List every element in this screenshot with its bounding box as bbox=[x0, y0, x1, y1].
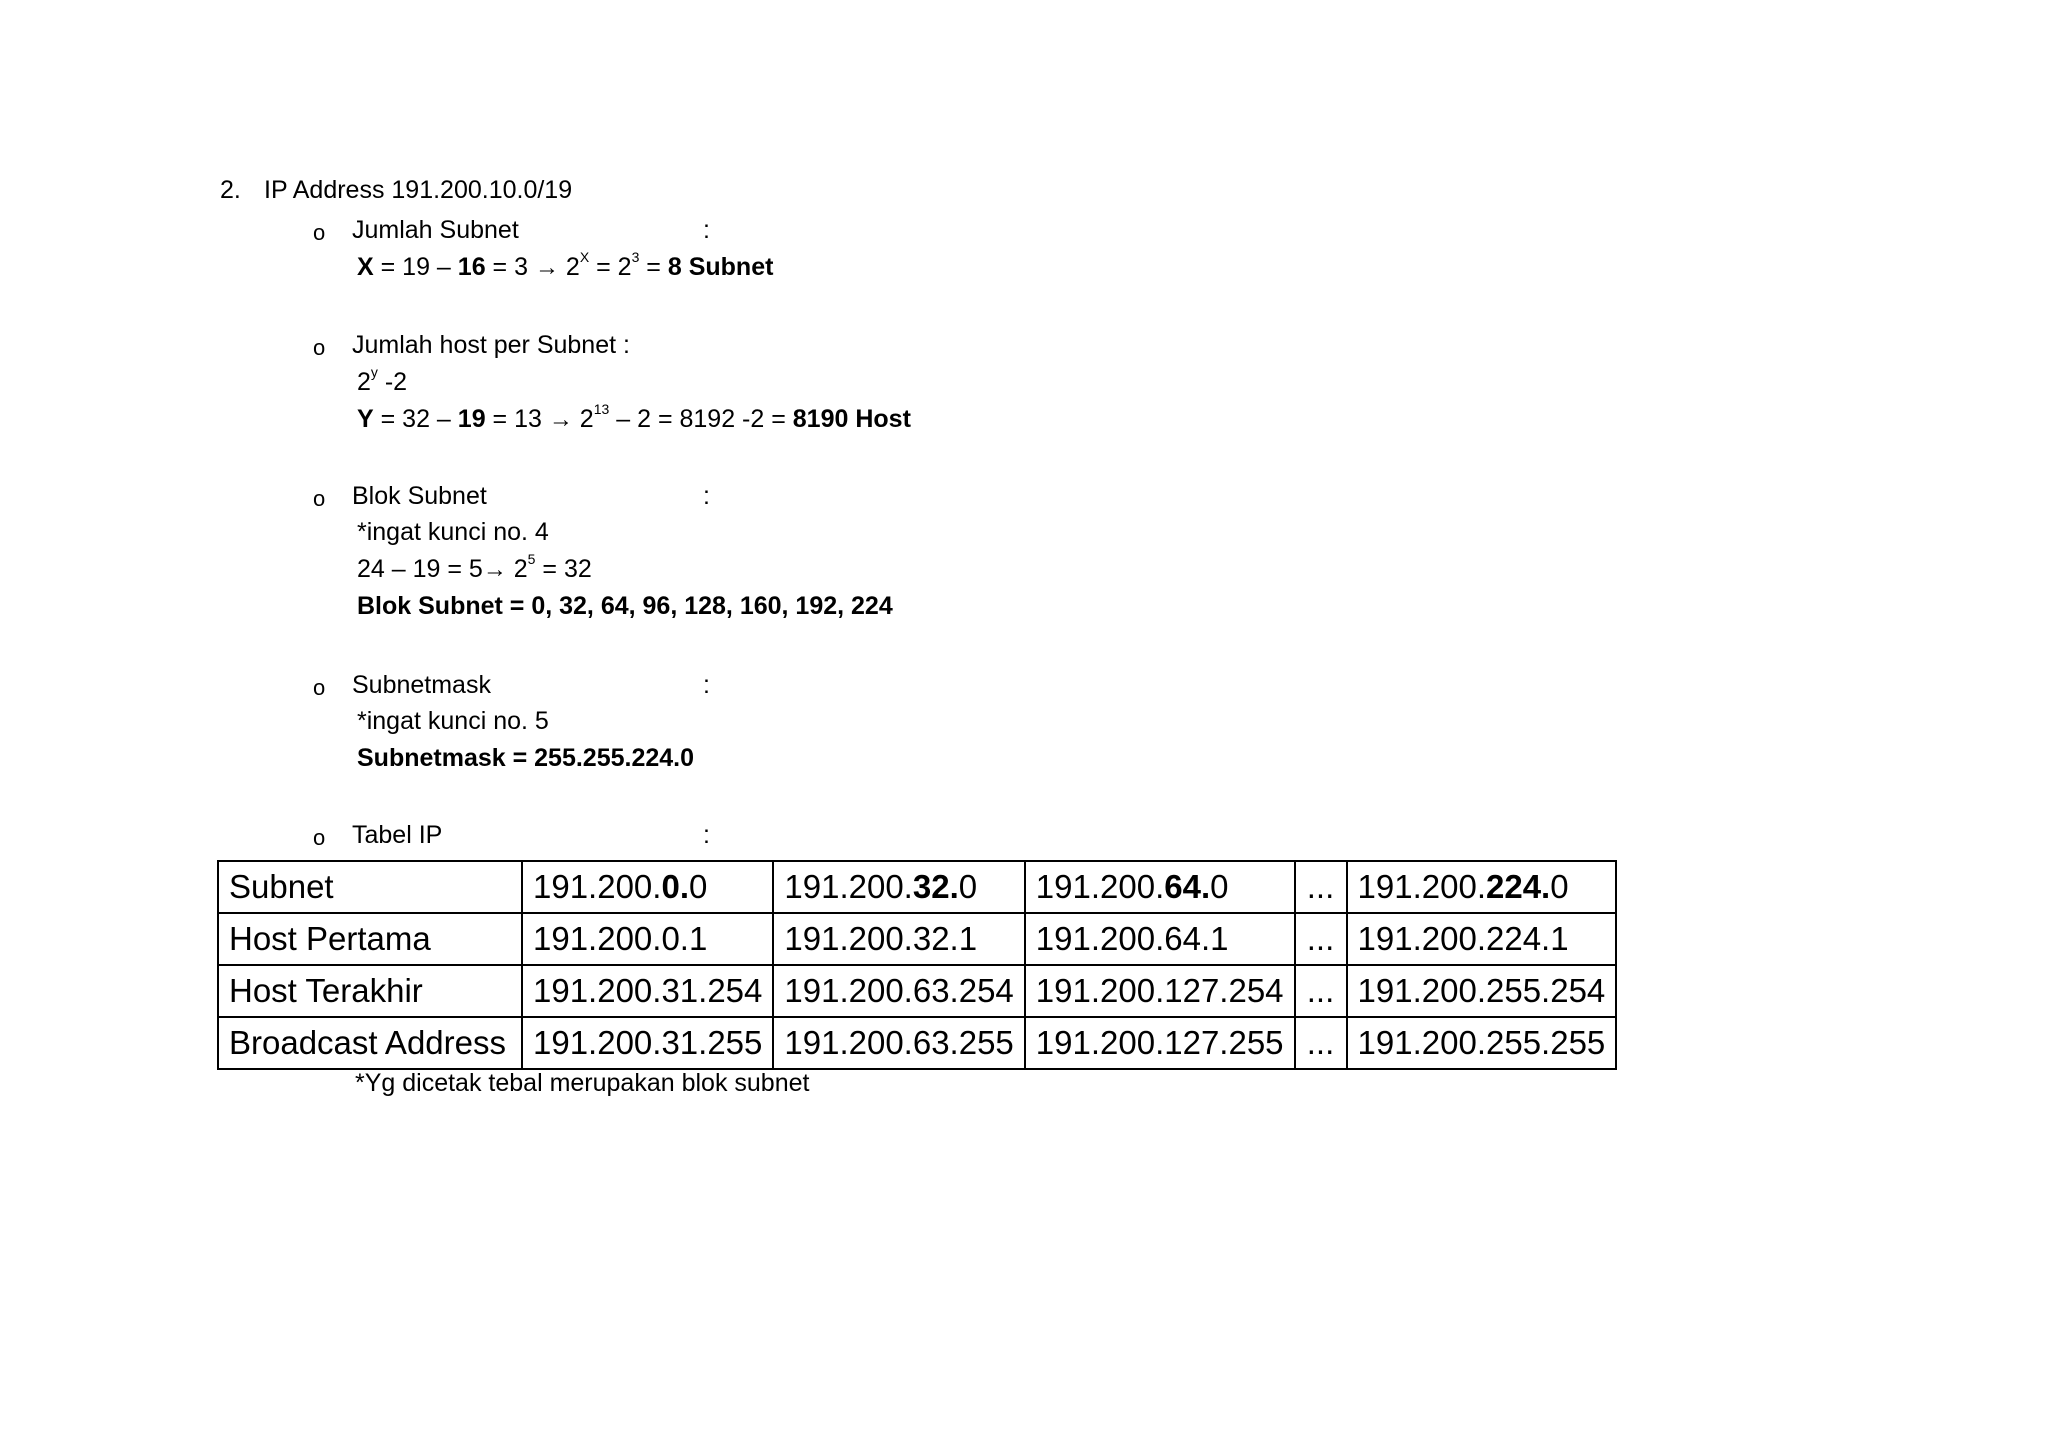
footnote: *Yg dicetak tebal merupakan blok subnet bbox=[355, 1069, 810, 1097]
colon: : bbox=[703, 482, 710, 510]
bullet-icon: o bbox=[313, 825, 326, 850]
heading-text: IP Address 191.200.10.0/19 bbox=[264, 176, 573, 204]
table-cell: 191.200.31.255 bbox=[522, 1017, 773, 1069]
table-cell: 191.200.255.255 bbox=[1347, 1017, 1617, 1069]
table-cell: 191.200.127.255 bbox=[1025, 1017, 1295, 1069]
blok-subnet-note: *ingat kunci no. 4 bbox=[357, 518, 549, 546]
table-cell: ... bbox=[1295, 913, 1347, 965]
subnetmask-label: Subnetmask bbox=[352, 671, 491, 699]
table-cell: ... bbox=[1295, 861, 1347, 913]
arrow-right-icon: → bbox=[548, 406, 573, 433]
jumlah-subnet-calc: $X = 19 - 16 = 3 \to 2^X = 2^3 = 8$ Subnet bbox=[357, 249, 774, 281]
tabel-ip-label: Tabel IP bbox=[352, 821, 443, 849]
table-row bbox=[218, 1017, 1616, 1069]
arrow-right-icon: → bbox=[482, 556, 507, 583]
jumlah-host-calc: $Y = 32 - 19 = 13 \to 2^{13} - 2 = 8192$ -2 = 8190 Host bbox=[357, 401, 911, 433]
table-cell: 191.200.255.254 bbox=[1347, 965, 1617, 1017]
jumlah-host-label: Jumlah host per Subnet : bbox=[352, 331, 630, 359]
row-label: Host Terakhir bbox=[218, 965, 522, 1017]
bullet-icon: o bbox=[313, 335, 326, 360]
bullet-icon: o bbox=[313, 675, 326, 700]
table-cell: 191.200.32.0 bbox=[773, 861, 1024, 913]
table-row bbox=[218, 965, 1616, 1017]
table-cell: 191.200.224.1 bbox=[1347, 913, 1617, 965]
table-cell: 191.200.0.0 bbox=[522, 861, 773, 913]
bullet-icon: o bbox=[313, 486, 326, 511]
colon: : bbox=[703, 821, 710, 849]
row-label: Host Pertama bbox=[218, 913, 522, 965]
bullet-icon: o bbox=[313, 220, 326, 245]
colon: : bbox=[703, 216, 710, 244]
row-label: Subnet bbox=[218, 861, 522, 913]
colon: : bbox=[703, 671, 710, 699]
table-cell: 191.200.63.254 bbox=[773, 965, 1024, 1017]
table-cell: 191.200.64.1 bbox=[1025, 913, 1295, 965]
blok-subnet-result: Blok Subnet = 0, 32, 64, 96, 128, 160, 192, 224 bbox=[357, 592, 893, 620]
blok-subnet-label: Blok Subnet bbox=[352, 482, 487, 510]
table-row bbox=[218, 913, 1616, 965]
table-cell: 191.200.64.0 bbox=[1025, 861, 1295, 913]
ip-table bbox=[217, 860, 1617, 1070]
table-cell: 191.200.224.0 bbox=[1347, 861, 1617, 913]
table-row bbox=[218, 861, 1616, 913]
table-cell: 191.200.31.254 bbox=[522, 965, 773, 1017]
table-cell: 191.200.127.254 bbox=[1025, 965, 1295, 1017]
table-cell: ... bbox=[1295, 1017, 1347, 1069]
table-cell: 191.200.32.1 bbox=[773, 913, 1024, 965]
jumlah-subnet-label: Jumlah Subnet bbox=[352, 216, 519, 244]
blok-subnet-calc: $24 - 19 = 5\to 2^5 = 32$ bbox=[357, 551, 592, 583]
row-label: Broadcast Address bbox=[218, 1017, 522, 1069]
subnetmask-note: *ingat kunci no. 5 bbox=[357, 707, 549, 735]
table-cell: 191.200.0.1 bbox=[522, 913, 773, 965]
table-cell: ... bbox=[1295, 965, 1347, 1017]
heading-number: 2. bbox=[220, 176, 241, 204]
arrow-right-icon: → bbox=[534, 254, 559, 281]
jumlah-host-formula: 2$^y$ -2 bbox=[357, 364, 408, 396]
table-cell: 191.200.63.255 bbox=[773, 1017, 1024, 1069]
subnetmask-result: Subnetmask = 255.255.224.0 bbox=[357, 744, 695, 772]
